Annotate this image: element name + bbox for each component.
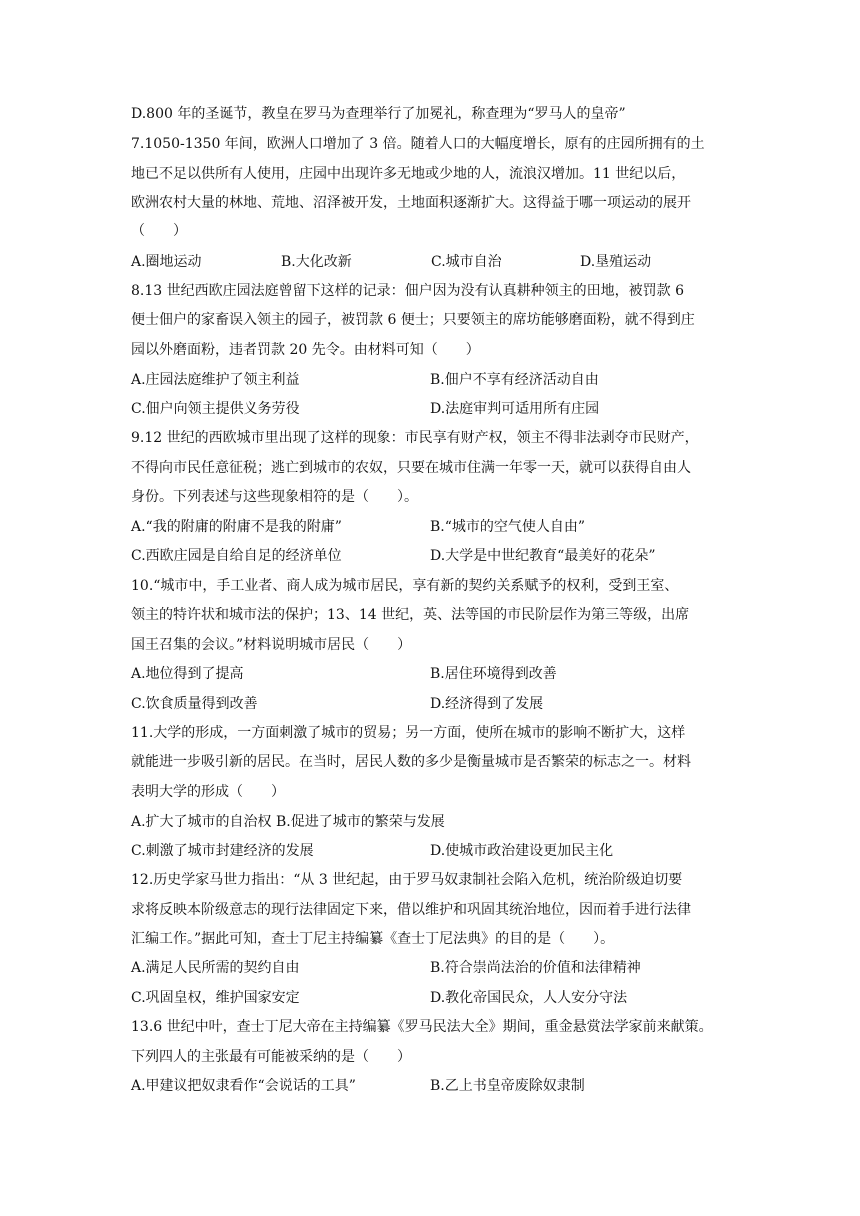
q7-option-d: D.垦殖运动 <box>580 254 652 270</box>
q11-stem-line-3: 表明大学的形成（ ） <box>131 784 285 800</box>
q8-stem-line-3: 园以外磨面粉，违者罚款 20 先令。由材料可知（ ） <box>131 342 480 358</box>
q7-stem-line-4: （ ） <box>131 223 187 239</box>
q10-option-a: A.地位得到了提高 <box>131 666 244 682</box>
q8-option-b: B.佃户不享有经济活动自由 <box>430 372 599 388</box>
q8-stem-line-2: 便士佃户的家畜误入领主的园子，被罚款 6 便士；只要领主的席坊能够磨面粉，就不得到庄 <box>131 312 695 328</box>
q12-stem-line-1: 12.历史学家马世力指出：“从 3 世纪起，由于罗马奴隶制社会陷入危机，统治阶级迫切要 <box>131 872 683 888</box>
q12-option-d: D.教化帝国民众，人人安分守法 <box>430 990 628 1006</box>
q9-stem-line-1: 9.12 世纪的西欧城市里出现了这样的现象：市民享有财产权，领主不得非法剥夺市民财产， <box>131 430 699 446</box>
q7-stem-line-1: 7.1050-1350 年间，欧洲人口增加了 3 倍。随着人口的大幅度增长，原有的庄园所拥有的土 <box>131 136 705 152</box>
q11-stem-line-2: 就能进一步吸引新的居民。在当时，居民人数的多少是衡量城市是否繁荣的标志之一。材料 <box>131 754 691 770</box>
q12-stem-line-3: 汇编工作。”据此可知，查士丁尼主持编纂《查士丁尼法典》的目的是（ ）。 <box>131 931 615 947</box>
q10-option-d: D.经济得到了发展 <box>430 696 544 712</box>
q9-stem-line-3: 身份。下列表述与这些现象相符的是（ ）。 <box>131 489 418 505</box>
q7-option-b: B.大化改新 <box>281 254 352 270</box>
q10-stem-line-1: 10.“城市中，手工业者、商人成为城市居民，享有新的契约关系赋予的权利，受到王室、 <box>131 578 679 594</box>
q13-stem-line-2: 下列四人的主张最有可能被采纳的是（ ） <box>131 1049 411 1065</box>
q9-option-b: B.“城市的空气使人自由” <box>430 519 586 535</box>
q10-option-b: B.居住环境得到改善 <box>430 666 557 682</box>
q12-option-b: B.符合崇尚法治的价值和法律精神 <box>430 960 641 976</box>
q9-option-c: C.西欧庄园是自给自足的经济单位 <box>131 548 342 564</box>
q13-option-b: B.乙上书皇帝废除奴隶制 <box>430 1078 585 1094</box>
q13-option-a: A.甲建议把奴隶看作“会说话的工具” <box>131 1078 356 1094</box>
q12-option-c: C.巩固皇权，维护国家安定 <box>131 990 300 1006</box>
q7-option-c: C.城市自治 <box>431 254 502 270</box>
q12-stem-line-2: 求将反映本阶级意志的现行法律固定下来，借以维护和巩固其统治地位，因而着手进行法律 <box>131 902 691 918</box>
q6-option-d: D.800 年的圣诞节，教皇在罗马为查理举行了加冕礼，称查理为“罗马人的皇帝” <box>131 106 626 122</box>
q12-option-a: A.满足人民所需的契约自由 <box>131 960 300 976</box>
q11-option-ab: A.扩大了城市的自治权 B.促进了城市的繁荣与发展 <box>131 814 445 830</box>
q10-option-c: C.饮食质量得到改善 <box>131 696 258 712</box>
q10-stem-line-3: 国王召集的会议。”材料说明城市居民（ ） <box>131 637 412 653</box>
q7-option-a: A.圈地运动 <box>131 254 202 270</box>
q9-option-d: D.大学是中世纪教育“最美好的花朵” <box>430 548 656 564</box>
q11-option-c: C.刺激了城市封建经济的发展 <box>131 843 314 859</box>
q13-stem-line-1: 13.6 世纪中叶，查士丁尼大帝在主持编纂《罗马民法大全》期间，重金悬赏法学家前来献策。 <box>131 1019 713 1035</box>
q7-stem-line-2: 地已不足以供所有人使用，庄园中出现许多无地或少地的人，流浪汉增加。11 世纪以后， <box>131 166 686 182</box>
q7-stem-line-3: 欧洲农村大量的林地、荒地、沼泽被开发，土地面积逐渐扩大。这得益于哪一项运动的展开 <box>131 195 691 211</box>
q11-option-d: D.使城市政治建设更加民主化 <box>430 843 614 859</box>
q8-stem-line-1: 8.13 世纪西欧庄园法庭曾留下这样的记录：佃户因为没有认真耕种领主的田地，被罚款 6 <box>131 283 684 299</box>
q8-option-d: D.法庭审判可适用所有庄园 <box>430 401 600 417</box>
q8-option-c: C.佃户向领主提供义务劳役 <box>131 401 300 417</box>
q8-option-a: A.庄园法庭维护了领主利益 <box>131 372 300 388</box>
q11-stem-line-1: 11.大学的形成，一方面刺激了城市的贸易；另一方面，使所在城市的影响不断扩大，这样 <box>131 725 686 741</box>
q9-stem-line-2: 不得向市民任意征税；逃亡到城市的农奴，只要在城市住满一年零一天，就可以获得自由人 <box>131 460 691 476</box>
q10-stem-line-2: 领主的特许状和城市法的保护；13、14 世纪，英、法等国的市民阶层作为第三等级，出席 <box>131 607 690 623</box>
q9-option-a: A.“我的附庸的附庸不是我的附庸” <box>131 519 342 535</box>
